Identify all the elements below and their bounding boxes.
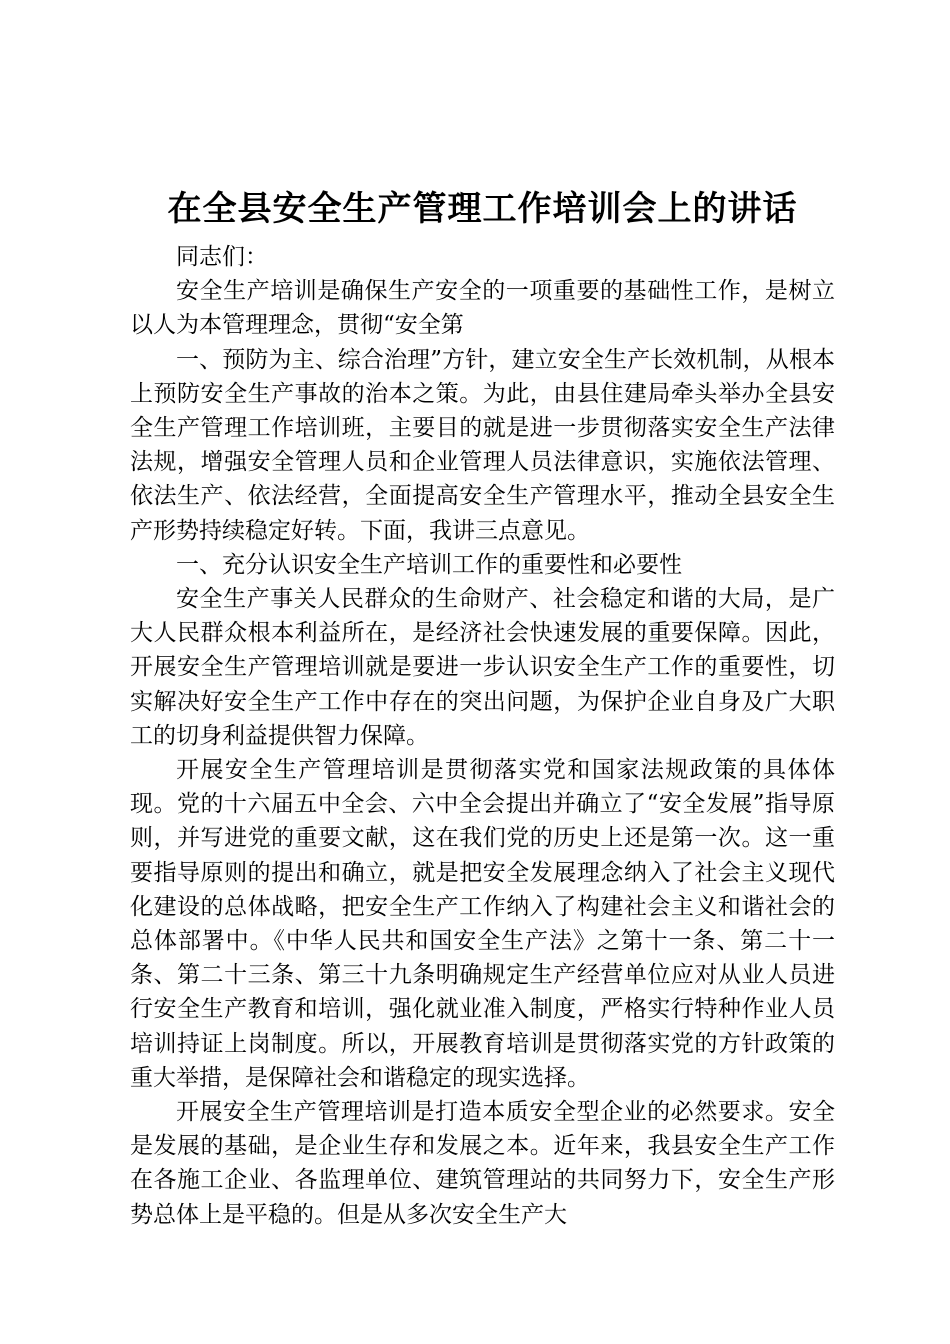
document-title: 在全县安全生产管理工作培训会上的讲话 bbox=[167, 189, 798, 229]
paragraph: 安全生产事关人民群众的生命财产、社会稳定和谐的大局，是广大人民群众根本利益所在，是经济社会快速发展的重要保障。因此，开展安全生产管理培训就是要进一步认识安全生产工作的重要性，切实解决好安全生产工作中存在的突出问题，为保护企业自身及广大职工的切身利益提供智力保障。 bbox=[130, 586, 835, 749]
paragraph: 开展安全生产管理培训是贯彻落实党和国家法规政策的具体体现。党的十六届五中全会、六中全会提出并确立了“安全发展”指导原则，并写进党的重要文献，这在我们党的历史上还是第一次。这一重要指导原则的提出和确立，就是把安全发展理念纳入了社会主义现代化建设的总体战略，把安全生产工作纳入了构建社会主义和谐社会的总体部署中。《中华人民共和国安全生产法》之第十一条、第二十一条、第二十三条、第三十九条明确规定生产经营单位应对从业人员进行安全生产教育和培训，强化就业准入制度，严格实行特种作业人员培训持证上岗制度。所以，开展教育培训是贯彻落实党的方针政策的重大举措，是保障社会和谐稳定的现实选择。 bbox=[130, 757, 835, 1091]
salutation: 同志们： bbox=[176, 244, 268, 270]
paragraph: 一、预防为主、综合治理”方针，建立安全生产长效机制，从根本上预防安全生产事故的治本之策。为此，由县住建局牵头举办全县安全生产管理工作培训班，主要目的就是进一步贯彻落实安全生产法律法规，增强安全管理人员和企业管理人员法律意识，实施依法管理、依法生产、依法经营，全面提高安全生产管理水平，推动全县安全生产形势持续稳定好转。下面，我讲三点意见。 bbox=[130, 346, 835, 544]
document-page bbox=[130, 186, 835, 1232]
paragraph: 开展安全生产管理培训是打造本质安全型企业的必然要求。安全是发展的基础，是企业生存和发展之本。近年来，我县安全生产工作在各施工企业、各监理单位、建筑管理站的共同努力下，安全生产形势总体上是平稳的。但是从多次安全生产大 bbox=[130, 1099, 835, 1228]
paragraph: 安全生产培训是确保生产安全的一项重要的基础性工作，是树立以人为本管理理念，贯彻“安全第 bbox=[130, 278, 835, 339]
section-heading: 一、充分认识安全生产培训工作的重要性和必要性 bbox=[176, 551, 682, 578]
